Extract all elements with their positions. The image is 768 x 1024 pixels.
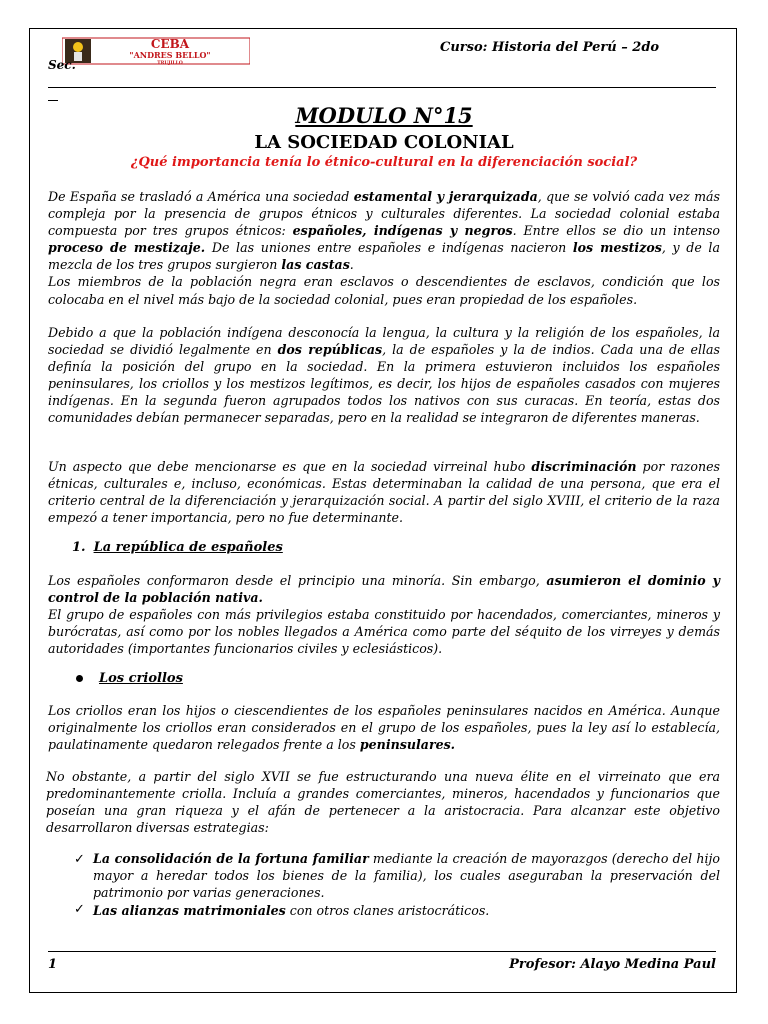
bullet-heading-criollos	[76, 671, 183, 686]
check-icon: ✓	[74, 852, 85, 867]
section-label: Sec.	[48, 58, 76, 72]
bullet-dot-icon	[76, 675, 83, 682]
logo-line2: "ANDRES BELLO"	[129, 50, 211, 60]
paragraph-elite-criolla: No obstante, a partir del siglo XVII se fue estructurando una nueva élite en el virreinato que era predominantemente criolla. Incluía a grandes comerciantes, mineros, hacendados y funcionarios que poseían una gran riqueza y el afán de pertenecer a la aristocracia. Para alcanzar este objetivo desarrollaron diversas estrategias:	[46, 769, 720, 836]
logo-line3: TRUJILLO	[157, 61, 183, 66]
page-number: 1	[48, 957, 58, 972]
section-number: 1.	[72, 540, 86, 555]
check-icon: ✓	[74, 902, 85, 917]
ceba-logo	[62, 35, 250, 67]
list-item-fortuna: La consolidación de la fortuna familiar mediante la creación de mayorazgos (derecho del hijo mayor a heredar todos los bienes de la familia), los cuales aseguraban la preservación del patrimonio por varias generaciones.	[93, 851, 720, 901]
paragraph-espanoles: Los españoles conformaron desde el principio una minoría. Sin embargo, asumieron el dominio y control de la población nativa. El grupo de españoles con más privilegios estaba constituido por hacendados, comerciantes, mineros y burócratas, así como por los nobles llegados a América como parte del séquito de los virreyes y demás autoridades (importantes funcionarios civiles y eclesiásticos).	[48, 573, 720, 657]
paragraph-dos-republicas: Debido a que la población indígena desconocía la lengua, la cultura y la religión de los españoles, la sociedad se dividió legalmente en dos repúblicas, la de españoles y la de indios. Cada una de ellas definía la posición del grupo en la sociedad. En la primera estuvieron incluidos los españoles peninsulares, los criollos y los mestizos legítimos, es decir, los hijos de españoles casados con mujeres indígenas. En la segunda fueron agrupados todos los nativos con sus curacas. En teoría, estas dos comunidades debían permanecer separadas, pero en la realidad se integraron de diferentes maneras.	[48, 325, 720, 426]
list-item-alianzas: Las alianzas matrimoniales con otros clanes aristocráticos.	[93, 903, 490, 918]
section-heading-text: La república de españoles	[93, 540, 283, 555]
footer-rule	[48, 951, 716, 952]
module-title: MODULO N°15	[295, 103, 473, 128]
section-heading-republica-espanoles	[72, 540, 283, 555]
module-subtitle: LA SOCIEDAD COLONIAL	[254, 132, 514, 153]
guiding-question: ¿Qué importancia tenía lo étnico-cultural en la diferenciación social?	[130, 155, 638, 170]
header-dash	[48, 100, 58, 101]
paragraph-criollos: Los criollos eran los hijos o ciescendientes de los españoles peninsulares nacidos en América. Aunque originalmente los criollos eran considerados en el grupo de los españoles, pues la ley así lo establecía, paulatinamente quedaron relegados frente a los peninsulares.	[48, 703, 720, 753]
course-title: Curso: Historia del Perú – 2do	[440, 40, 660, 55]
header-rule	[48, 87, 716, 88]
logo-line1: CEBA	[150, 37, 190, 51]
bullet-heading-text: Los criollos	[99, 671, 183, 686]
paragraph-discriminacion: Un aspecto que debe mencionarse es que en la sociedad virreinal hubo discriminación por razones étnicas, culturales e, incluso, económicas. Estas determinaban la calidad de una persona, que era el criterio central de la diferenciación y jerarquización social. A partir del siglo XVIII, el criterio de la raza empezó a tener importancia, pero no fue determinante.	[48, 459, 720, 526]
paragraph-intro: De España se trasladó a América una sociedad estamental y jerarquizada, que se volvió cada vez más compleja por la presencia de grupos étnicos y culturales diferentes. La sociedad colonial estaba compuesta por tres grupos étnicos: españoles, indígenas y negros. Entre ellos se dio un intenso proceso de mestizaje. De las uniones entre españoles e indígenas nacieron los mestizos, y de la mezcla de los tres grupos surgieron las castas. Los miembros de la población negra eran esclavos o descendientes de esclavos, condición que los colocaba en el nivel más bajo de la sociedad colonial, pues eran propiedad de los españoles.	[48, 189, 720, 307]
professor-name: Profesor: Alayo Medina Paul	[509, 957, 716, 972]
